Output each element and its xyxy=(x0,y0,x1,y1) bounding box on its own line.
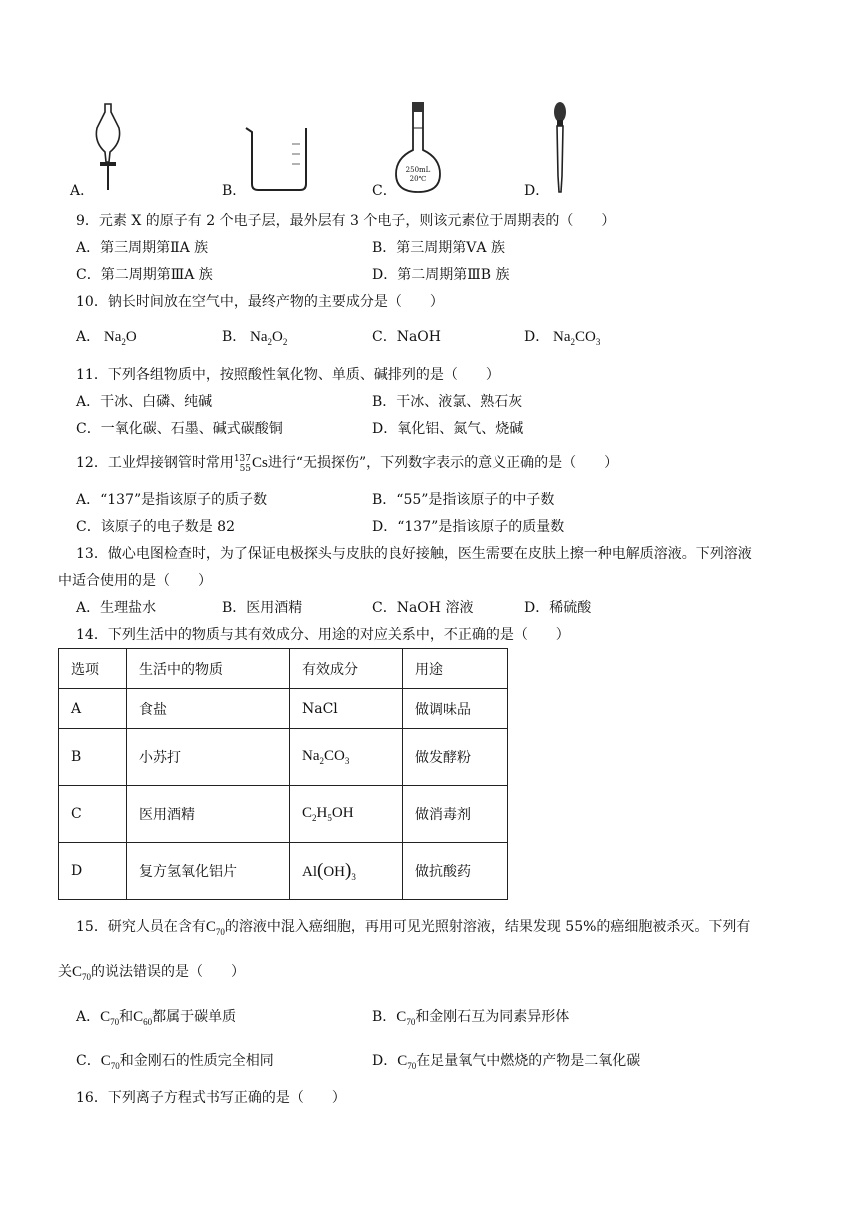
table-cell: 食盐 xyxy=(127,689,290,729)
table-header: 生活中的物质 xyxy=(127,649,290,689)
table-cell: $C_2H_5OH$ xyxy=(290,786,403,843)
q8-option-c: C． xyxy=(372,183,397,199)
table-row xyxy=(59,843,508,900)
q12-option-d: D．“137”是指该原子的质量数 xyxy=(372,519,565,535)
q10-option-b: B． $Na_2O_2$ xyxy=(222,329,288,347)
table-cell: 复方氢氧化铝片 xyxy=(127,843,290,900)
table-cell: B xyxy=(59,729,127,786)
table-cell: C xyxy=(59,786,127,843)
q12-option-b: B．“55”是指该原子的中子数 xyxy=(372,492,555,508)
q8-option-b: B． xyxy=(222,183,247,199)
dropper-icon xyxy=(546,100,576,196)
q14-stem: 14．下列生活中的物质与其有效成分、用途的对应关系中，不正确的是（ ） xyxy=(76,627,570,643)
q11-stem: 11．下列各组物质中，按照酸性氧化物、单质、碱排列的是（ ） xyxy=(76,367,500,383)
q9-option-d: D．第二周期第ⅢB 族 xyxy=(372,267,510,283)
q15-stem-line2: 关$C_{70}$的说法错误的是（ ） xyxy=(58,964,246,982)
table-cell: $Na_2CO_3$ xyxy=(290,729,403,786)
q8-option-d: D． xyxy=(524,183,550,199)
table-cell: 做调味品 xyxy=(403,689,508,729)
q16-stem: 16．下列离子方程式书写正确的是（ ） xyxy=(76,1090,346,1106)
table-cell: 医用酒精 xyxy=(127,786,290,843)
q13-option-a: A．生理盐水 xyxy=(76,600,157,616)
table-cell: 做抗酸药 xyxy=(403,843,508,900)
q13-option-c: C．NaOH 溶液 xyxy=(372,600,474,616)
q11-option-d: D．氧化铝、氮气、烧碱 xyxy=(372,421,524,437)
flask-volume-label: 250mL xyxy=(405,166,431,174)
q12-option-c: C．该原子的电子数是 82 xyxy=(76,519,235,535)
table-row xyxy=(59,689,508,729)
beaker-icon xyxy=(242,124,314,194)
separatory-funnel-icon xyxy=(88,100,128,195)
table-cell: $Al(OH)_3$ xyxy=(290,843,403,900)
q15-option-b: B．$C_{70}$和金刚石互为同素异形体 xyxy=(372,1009,570,1027)
q9-option-c: C．第二周期第ⅢA 族 xyxy=(76,267,213,283)
q13-stem-line1: 13．做心电图检查时，为了保证电极探头与皮肤的良好接触，医生需要在皮肤上擦一种电解质溶液。下列溶液 xyxy=(76,546,752,562)
q11-option-c: C．一氧化碳、石墨、碱式碳酸铜 xyxy=(76,421,283,437)
table-cell: 做消毒剂 xyxy=(403,786,508,843)
q13-option-b: B．医用酒精 xyxy=(222,600,303,616)
table-cell: 小苏打 xyxy=(127,729,290,786)
table-header-row xyxy=(59,649,508,689)
q15-option-a: A．$C_{70}$和$C_{60}$都属于碳单质 xyxy=(76,1009,237,1027)
table-row xyxy=(59,786,508,843)
q12-stem: 12．工业焊接钢管时常用137 55Cs进行“无损探伤”，下列数字表示的意义正确的是（ ） xyxy=(76,454,619,474)
q14-table xyxy=(58,648,508,900)
q9-stem: 9．元素 X 的原子有 2 个电子层，最外层有 3 个电子，则该元素位于周期表的（ ） xyxy=(76,213,616,229)
table-header: 用途 xyxy=(403,649,508,689)
table-cell: NaCl xyxy=(290,689,403,729)
q11-option-b: B．干冰、液氯、熟石灰 xyxy=(372,394,523,410)
q9-option-b: B．第三周期第ⅤA 族 xyxy=(372,240,505,256)
table-cell: 做发酵粉 xyxy=(403,729,508,786)
table-header: 选项 xyxy=(59,649,127,689)
q13-option-d: D．稀硫酸 xyxy=(524,600,592,616)
q10-option-a: A． $Na_2O$ xyxy=(76,329,137,347)
flask-temp-label: 20℃ xyxy=(409,175,427,183)
q10-stem: 10．钠长时间放在空气中，最终产物的主要成分是（ ） xyxy=(76,294,444,310)
q10-option-c: C．NaOH xyxy=(372,329,441,345)
table-row xyxy=(59,729,508,786)
q11-option-a: A．干冰、白磷、纯碱 xyxy=(76,394,213,410)
q12-option-a: A．“137”是指该原子的质子数 xyxy=(76,492,268,508)
q9-option-a: A．第三周期第ⅡA 族 xyxy=(76,240,209,256)
q15-option-d: D．$C_{70}$在足量氧气中燃烧的产物是二氧化碳 xyxy=(372,1053,641,1071)
q8-option-a: A． xyxy=(70,183,95,199)
q13-stem-line2: 中适合使用的是（ ） xyxy=(58,573,212,589)
q10-option-d: D． $Na_2CO_3$ xyxy=(524,329,601,347)
table-cell: A xyxy=(59,689,127,729)
table-cell: D xyxy=(59,843,127,900)
table-header: 有效成分 xyxy=(290,649,403,689)
q15-option-c: C．$C_{70}$和金刚石的性质完全相同 xyxy=(76,1053,274,1071)
q15-stem-line1: 15．研究人员在含有$C_{70}$的溶液中混入癌细胞，再用可见光照射溶液，结果发现 55%的癌细胞被杀灭。下列有 xyxy=(76,919,751,937)
